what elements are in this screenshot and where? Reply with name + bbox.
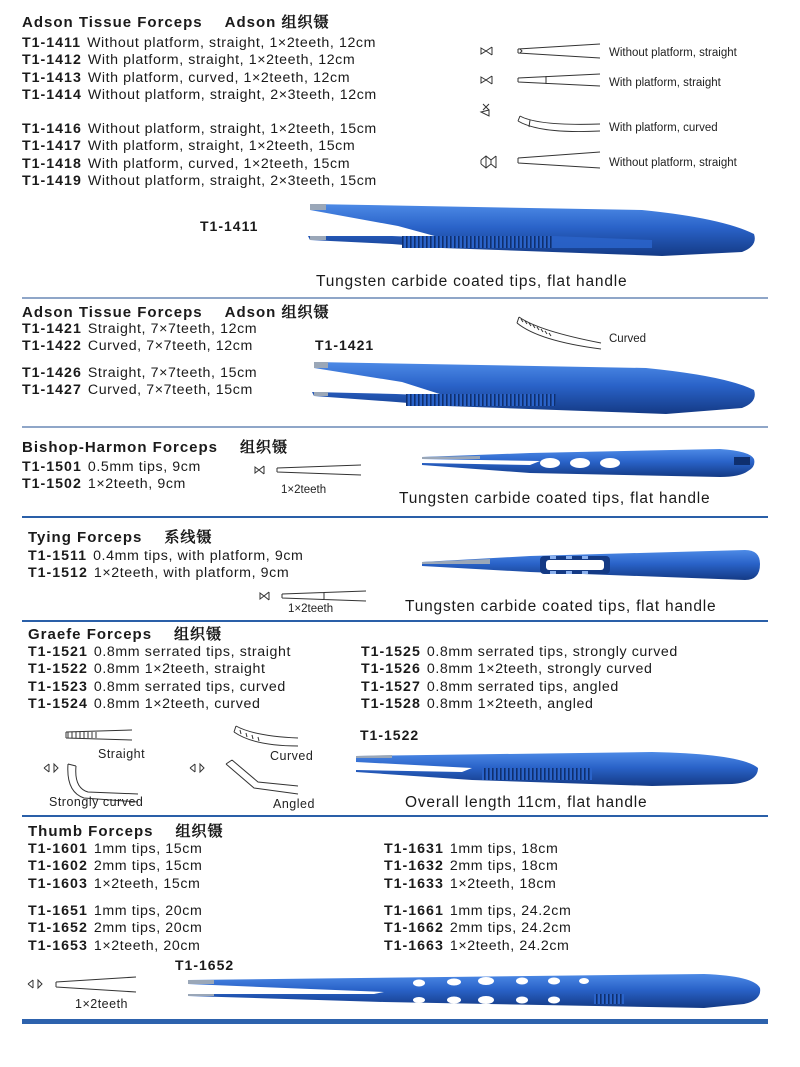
section-title-adson-2: Adson Tissue Forceps Adson 组织镊 [22,304,330,321]
adson-1-list [22,35,377,105]
list-item: T1-1416 Without platform, straight, 1×2teeth, 15cm [22,121,377,137]
forceps-image-bishop [420,443,760,485]
tip-label-2: With platform, straight [609,77,721,89]
list-item: T1-1421 Straight, 7×7teeth, 12cm [22,321,258,337]
list-item: T1-1525 0.8mm serrated tips, strongly curved [361,644,678,660]
list-item: T1-1632 2mm tips, 18cm [384,858,559,875]
forceps-image-thumb [184,970,766,1014]
tip-diagram-curved [515,313,605,353]
list-item: T1-1663 1×2teeth, 24.2cm [384,937,570,954]
list-item: T1-1527 0.8mm serrated tips, angled [361,678,619,695]
caption-graefe: Overall length 11cm, flat handle [405,794,648,811]
divider [22,297,768,299]
forceps-image-tying [420,542,765,586]
list-item: T1-1422 Curved, 7×7teeth, 12cm [22,338,253,355]
adson-2-list-15cm [22,365,257,400]
list-item: T1-1652 2mm tips, 20cm [28,920,203,937]
list-item: T1-1412 With platform, straight, 1×2teeth, 12cm [22,52,356,69]
list-item: T1-1426 Straight, 7×7teeth, 15cm [22,365,258,381]
list-item: T1-1413 With platform, curved, 1×2teeth, 12cm [22,69,351,86]
list-item: T1-1631 1mm tips, 18cm [384,841,559,857]
graefe-list-left [28,644,291,714]
section-title-bishop: Bishop-Harmon Forceps 组织镊 [22,439,289,456]
tip-label-4: Without platform, straight [609,157,737,169]
divider [22,620,768,622]
adson-1-list-15cm [22,121,377,191]
list-item: T1-1633 1×2teeth, 18cm [384,875,557,892]
list-item: T1-1661 1mm tips, 24.2cm [384,903,572,919]
list-item: T1-1602 2mm tips, 15cm [28,858,203,875]
divider [22,426,768,428]
list-item: T1-1501 0.5mm tips, 9cm [22,459,201,475]
tip-label-straight: Straight [98,747,146,761]
tip-label-1: Without platform, straight [609,47,737,59]
section-title-thumb: Thumb Forceps 组织镊 [28,823,224,840]
tip-label-thumb: 1×2teeth [75,997,129,1011]
list-item: T1-1601 1mm tips, 15cm [28,841,203,857]
list-item: T1-1523 0.8mm serrated tips, curved [28,678,286,695]
caption-bishop: Tungsten carbide coated tips, flat handle [399,490,711,507]
section-title-tying: Tying Forceps 系线镊 [28,529,213,546]
list-item: T1-1414 Without platform, straight, 2×3teeth, 12cm [22,87,377,104]
model-tag-1522: T1-1522 [360,727,420,743]
list-item: T1-1521 0.8mm serrated tips, straight [28,644,292,660]
tip-diagram-thumb [22,976,142,996]
thumb-list-left-2 [28,903,202,955]
list-item: T1-1603 1×2teeth, 15cm [28,875,201,892]
tip-diagrams-adson [478,42,603,177]
tip-label-curved: Curved [609,333,647,345]
divider [22,516,768,518]
forceps-image-adson-1421 [306,356,762,418]
list-item: T1-1524 0.8mm 1×2teeth, curved [28,696,261,713]
tip-diagram-bishop [253,462,363,480]
thumb-list-right-2 [384,903,571,955]
list-item: T1-1502 1×2teeth, 9cm [22,476,186,493]
tip-label-bishop: 1×2teeth [281,484,327,496]
forceps-image-adson-1411 [302,196,762,264]
thumb-list-right [384,841,558,893]
divider [22,815,768,817]
list-item: T1-1653 1×2teeth, 20cm [28,937,201,954]
tying-list [28,548,303,583]
adson-2-list [22,321,257,356]
tip-label-strongly-curved: Strongly curved [49,795,144,809]
forceps-image-graefe [352,742,764,792]
tip-label-3: With platform, curved [609,122,718,134]
caption-adson-1: Tungsten carbide coated tips, flat handle [316,273,628,290]
list-item: T1-1419 Without platform, straight, 2×3teeth, 15cm [22,173,377,190]
caption-tying: Tungsten carbide coated tips, flat handle [405,598,717,615]
tip-label-curved-graefe: Curved [270,749,314,763]
tip-label-angled: Angled [273,797,315,811]
list-item: T1-1511 0.4mm tips, with platform, 9cm [28,548,304,564]
list-item: T1-1418 With platform, curved, 1×2teeth, 15cm [22,155,351,172]
list-item: T1-1512 1×2teeth, with platform, 9cm [28,565,290,582]
list-item: T1-1411 Without platform, straight, 1×2teeth, 12cm [22,35,377,51]
bishop-list [22,459,201,494]
list-item: T1-1528 0.8mm 1×2teeth, angled [361,696,594,713]
section-title-graefe: Graefe Forceps 组织镊 [28,626,223,643]
list-item: T1-1651 1mm tips, 20cm [28,903,203,919]
list-item: T1-1427 Curved, 7×7teeth, 15cm [22,382,253,399]
model-tag-1411: T1-1411 [200,218,259,234]
list-item: T1-1526 0.8mm 1×2teeth, strongly curved [361,661,653,678]
model-tag-1652: T1-1652 [175,957,235,973]
list-item: T1-1522 0.8mm 1×2teeth, straight [28,661,266,678]
graefe-list-right [361,644,678,714]
divider-bottom [22,1019,768,1024]
model-tag-1421: T1-1421 [315,337,375,353]
section-title-adson-1: Adson Tissue Forceps Adson 组织镊 [22,14,330,31]
thumb-list-left [28,841,202,893]
list-item: T1-1662 2mm tips, 24.2cm [384,920,572,937]
tip-label-tying: 1×2teeth [288,603,334,615]
list-item: T1-1417 With platform, straight, 1×2teeth, 15cm [22,138,356,155]
